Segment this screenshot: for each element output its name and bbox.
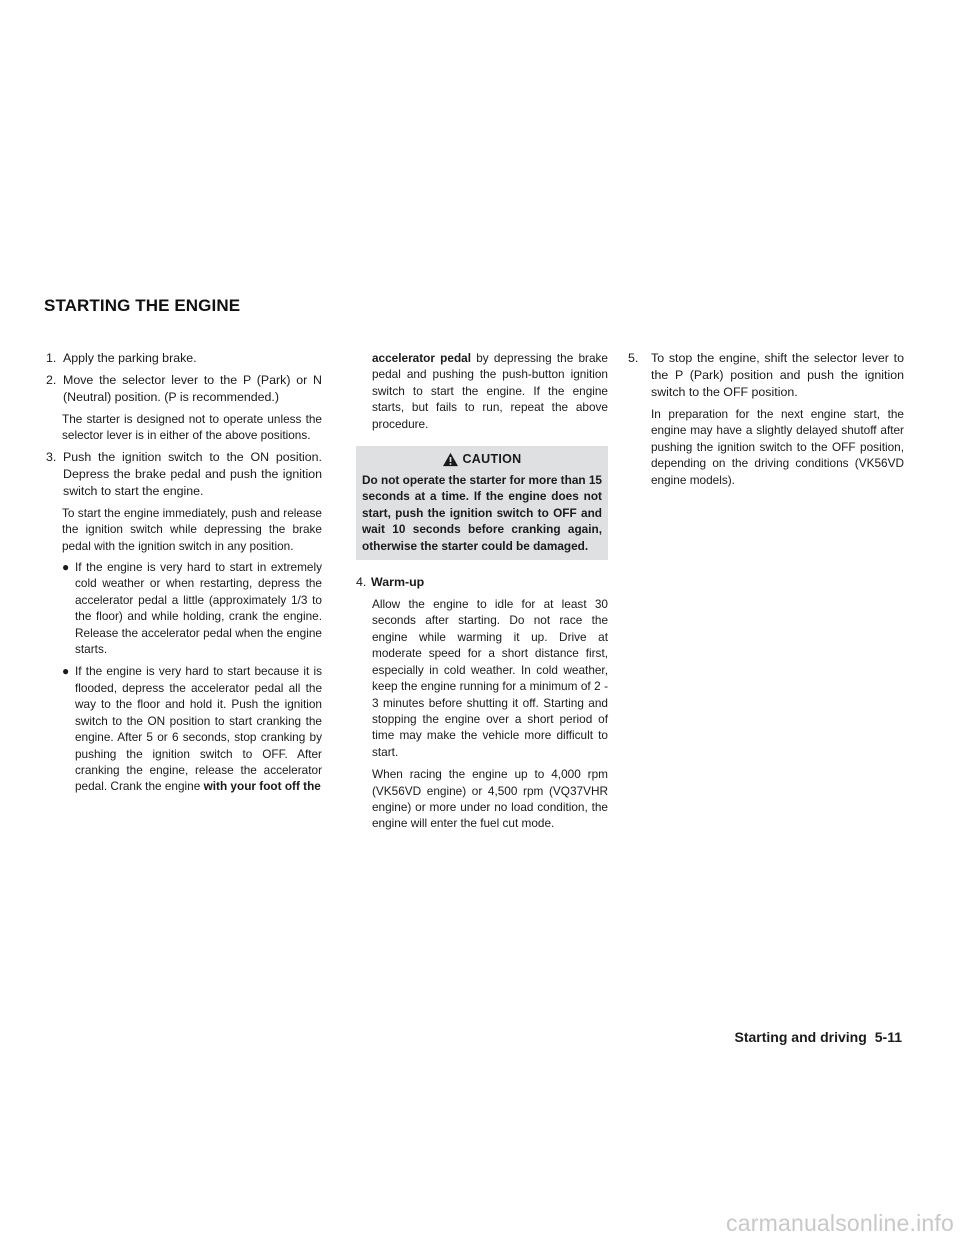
step-text: Push the ignition switch to the ON position. Depress the brake pedal and push the ignition switch to start the engine. [63,449,322,498]
caution-text: Do not operate the starter for more than 15 seconds at a time. If the engine does not start, push the ignition switch to OFF and wait 10 seconds before cranking again, otherwise the starter could be damaged. [362,473,602,553]
bullet-dot-icon: ● [62,560,70,575]
bullet-text [75,663,322,794]
caution-header [362,446,602,472]
bullet-item [62,663,322,794]
bullet-dot-icon: ● [62,664,70,679]
step-3-note: To start the engine immediately, push and release the ignition switch while depressing the brake pedal with the ignition switch in any position. [62,505,322,553]
continued-bold: accelerator pedal [372,351,471,365]
step-2 [46,372,322,406]
warm-up-paragraph-1: Allow the engine to idle for at least 30 seconds after starting. Do not race the engine while warming it up. Drive at moderate speed for a short distance first, especially in cold weather. In cold weather, keep the engine running for a minimum of 2 - 3 minutes before shutting it off. Starting and stopping the engine over a short period of time may make the vehicle more difficult to start. [372,597,608,759]
column-3 [628,350,904,493]
caution-title: CAUTION [462,451,522,466]
chapter-title: Starting and driving [734,1029,867,1045]
step-5 [628,350,904,401]
step-1 [46,350,322,367]
step-2-note: The starter is designed not to operate unless the selector lever is in either of the above positions. [62,412,322,443]
step-3 [46,449,322,500]
step-5-note: In preparation for the next engine start, the engine may have a slightly delayed shutoff after pushing the ignition switch to the OFF position, depending on the driving conditions (VK56VD engine models). [651,407,904,487]
column-1 [46,350,322,801]
step-text: Apply the parking brake. [63,351,197,365]
section-title: STARTING THE ENGINE [44,296,241,315]
bullet-text: If the engine is very hard to start in extremely cold weather or when restarting, depress the accelerator pedal a little (approximately 1/3 to the floor) and while holding, crank the engine. Release the accelerator pedal when the engine starts. [75,560,322,657]
bullet-text-bold: with your foot off the [203,779,321,794]
page-footer [735,1029,902,1045]
continued-text: by depressing the brake pedal and pushing the push-button ignition switch to start the engine. If the engine starts, but fails to run, repeat the above procedure. [372,351,608,431]
step-number: 1. [46,351,57,365]
step-number: 3. [46,449,57,464]
step-4 [356,574,608,591]
page-number: 5-11 [874,1029,902,1045]
watermark: carmanualsonline.info [726,1210,954,1236]
step-4-title: Warm-up [371,575,425,590]
step-text: Move the selector lever to the P (Park) or N (Neutral) position. (P is recommended.) [63,373,322,404]
step-number: 4. [356,575,367,590]
warm-up-paragraph-2: When racing the engine up to 4,000 rpm (VK56VD engine) or 4,500 rpm (VQ37VHR engine) or more under no load condition, the engine will enter the fuel cut mode. [372,767,608,831]
step-number: 2. [46,373,57,387]
warning-triangle-icon [442,452,459,467]
column-2 [356,350,608,838]
step-text: To stop the engine, shift the selector lever to the P (Park) position and push the ignition switch to the OFF position. [651,351,904,399]
step-number: 5. [628,351,639,365]
bullet-text-regular: If the engine is very hard to start because it is flooded, depress the accelerator pedal all the way to the floor and hold it. Push the ignition switch to the ON position to start cranking the engine. After 5 or 6 seconds, stop cranking by pushing the ignition switch to OFF. After cranking the engine, release the accelerator pedal. Crank the engine [75,664,322,794]
bullet-item [62,559,322,657]
caution-box [356,446,608,560]
continued-paragraph [372,350,608,432]
